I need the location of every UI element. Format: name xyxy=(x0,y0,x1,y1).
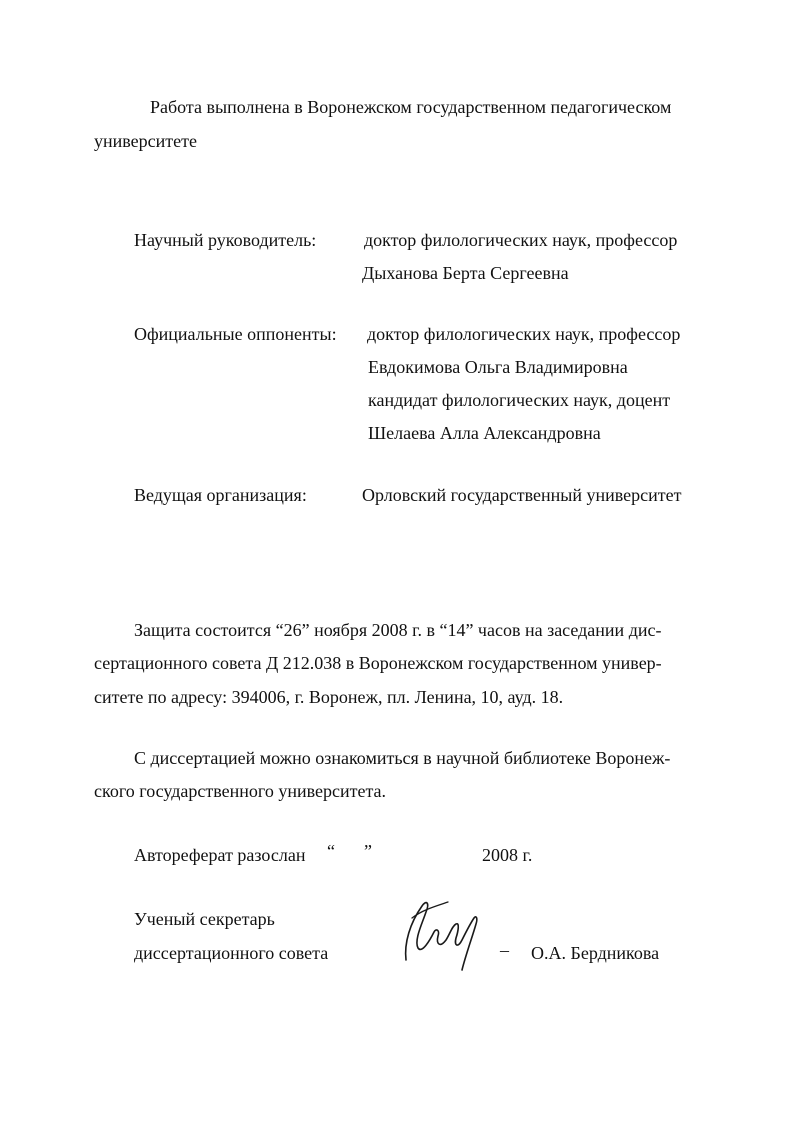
sent-open-quote: “ xyxy=(327,841,335,861)
sent-close-quote: ” xyxy=(364,841,372,861)
library-line-2: ского государственного университета. xyxy=(94,781,387,801)
supervisor-degree: доктор филологических наук, профессор xyxy=(364,230,678,250)
defense-line-1: Защита состоится “26” ноября 2008 г. в “14” часов на заседании дис- xyxy=(134,620,662,640)
supervisor-label: Научный руководитель: xyxy=(134,230,317,250)
opponent-2-degree: кандидат филологических наук, доцент xyxy=(368,390,671,410)
supervisor-name: Дыханова Берта Сергеевна xyxy=(362,263,569,283)
opponent-1-degree: доктор филологических наук, профессор xyxy=(367,324,681,344)
library-line-1: С диссертацией можно ознакомиться в научной библиотеке Воронеж- xyxy=(134,748,671,768)
opponents-label: Официальные оппоненты: xyxy=(134,324,337,344)
secretary-title-line-1: Ученый секретарь xyxy=(134,909,275,929)
leading-org-value: Орловский государственный университет xyxy=(362,485,682,505)
intro-line-1: Работа выполнена в Воронежском государственном педагогическом xyxy=(150,97,672,117)
secretary-title-line-2: диссертационного совета xyxy=(134,943,329,963)
defense-line-2: сертационного совета Д 212.038 в Воронежском государственном универ- xyxy=(94,653,662,673)
leading-org-label: Ведущая организация: xyxy=(134,485,307,505)
opponent-1-name: Евдокимова Ольга Владимировна xyxy=(368,357,628,377)
signature-dash: – xyxy=(500,940,509,960)
handwritten-signature xyxy=(396,888,486,978)
sent-year: 2008 г. xyxy=(482,845,533,865)
defense-line-3: ситете по адресу: 394006, г. Воронеж, пл. Ленина, 10, ауд. 18. xyxy=(94,687,564,707)
sent-label: Автореферат разослан xyxy=(134,845,306,865)
intro-line-2: университете xyxy=(94,131,197,151)
opponent-2-name: Шелаева Алла Александровна xyxy=(368,423,601,443)
secretary-name: О.А. Бердникова xyxy=(531,943,660,963)
